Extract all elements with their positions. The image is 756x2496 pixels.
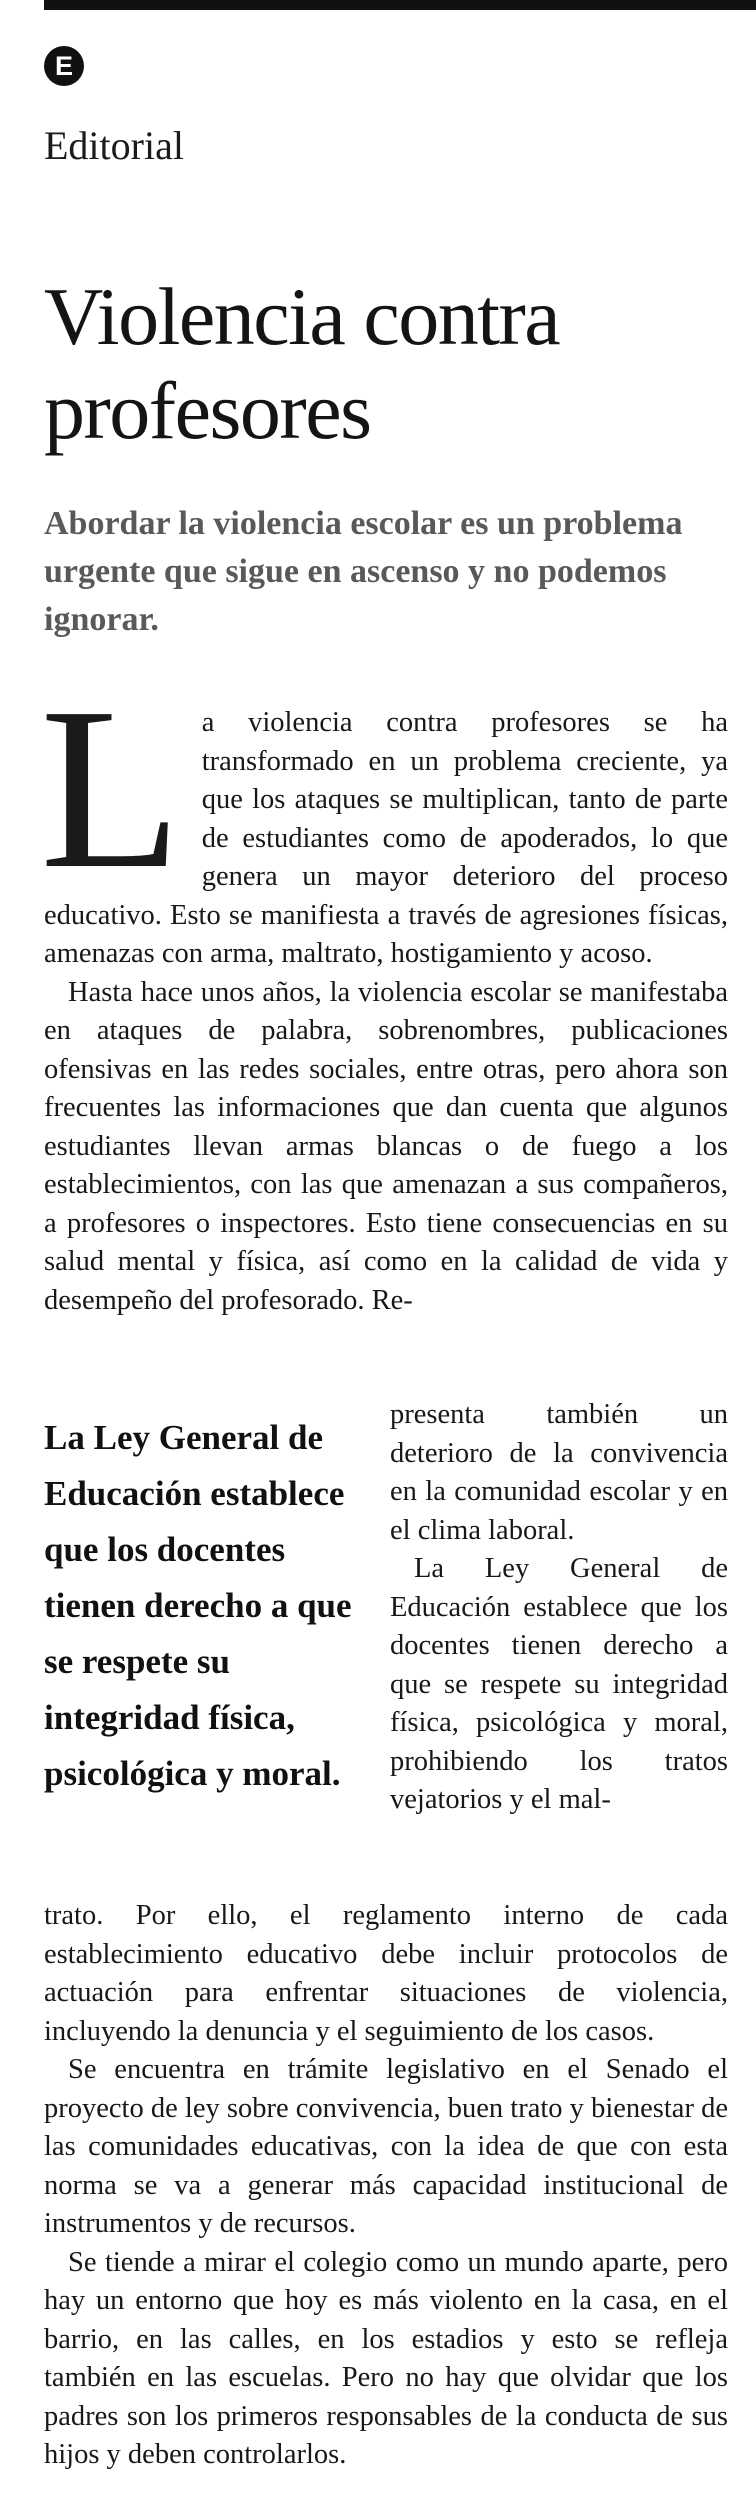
editorial-badge: E [44, 46, 84, 86]
pull-quote: La Ley General de Educación establece que los docentes tienen derecho a que se respete su integridad física, psicológica y moral. [44, 1418, 352, 1793]
top-rule [44, 0, 756, 10]
article-deck: Abordar la violencia escolar es un problema urgente que sigue en ascenso y no podemos ignorar. [44, 505, 683, 638]
section-label: Editorial [44, 123, 184, 168]
paragraph-3-end: trato. Por ello, el reglamento interno de cada establecimiento educativo debe incluir protocolos de actuación para enfrentar situaciones de violencia, incluyendo la denuncia y el seguimiento de los casos. [44, 1900, 728, 2047]
paragraph-5: Se tiende a mirar el colegio como un mundo aparte, pero hay un entorno que hoy es más violento en la casa, en el barrio, en las calles, en los estadios y esto se refleja también en las escuelas. Pero no hay que olvidar que los padres son los primeros responsables de la conducta de sus hijos y deben controlarlos. [44, 2246, 728, 2470]
article-title: Violencia contra profesores [44, 271, 560, 456]
paragraph-4: Se encuentra en trámite legislativo en el Senado el proyecto de ley sobre convivencia, buen trato y bienestar de las comunidades educativas, con la idea de que con esta norma se va a generar más capacidad institucional de instrumentos y de recursos. [44, 2054, 728, 2239]
paragraph-1-text: a violencia contra profesores se ha transformado en un problema creciente, ya que los ataques se multiplican, tanto de parte de estudiantes como de apoderados, lo que genera un mayor deterioro del proceso educativo. Esto se manifiesta a través de agresiones físicas, amenazas con arma, maltrato, hostigamiento y acoso. [44, 707, 728, 969]
paragraph-3-start: La Ley General de Educación establece que los docentes tienen derecho a que se respete su integridad física, psicológica y moral, prohibiendo los tratos vejatorios y el mal- [390, 1553, 728, 1815]
drop-cap: L [40, 660, 182, 917]
paragraph-1 [40, 660, 728, 974]
paragraph-2-continued: presenta también un deterioro de la convivencia en la comunidad escolar y en el clima laboral. [390, 1399, 728, 1546]
article-body-narrow-column [390, 1396, 728, 1820]
paragraph-2: Hasta hace unos años, la violencia escolar se manifestaba en ataques de palabra, sobrenombres, publicaciones ofensivas en las redes sociales, entre otras, pero ahora son frecuentes las informaciones que dan cuenta que algunos estudiantes llevan armas blancas o de fuego a los establecimientos, con las que amenazan a sus compañeros, a profesores o inspectores. Esto tiene consecuencias en su salud mental y física, así como en la calidad de vida y desempeño del profesorado. Re- [44, 976, 728, 1316]
article-body-bottom [44, 1897, 728, 2475]
article-body-top [40, 660, 728, 1320]
